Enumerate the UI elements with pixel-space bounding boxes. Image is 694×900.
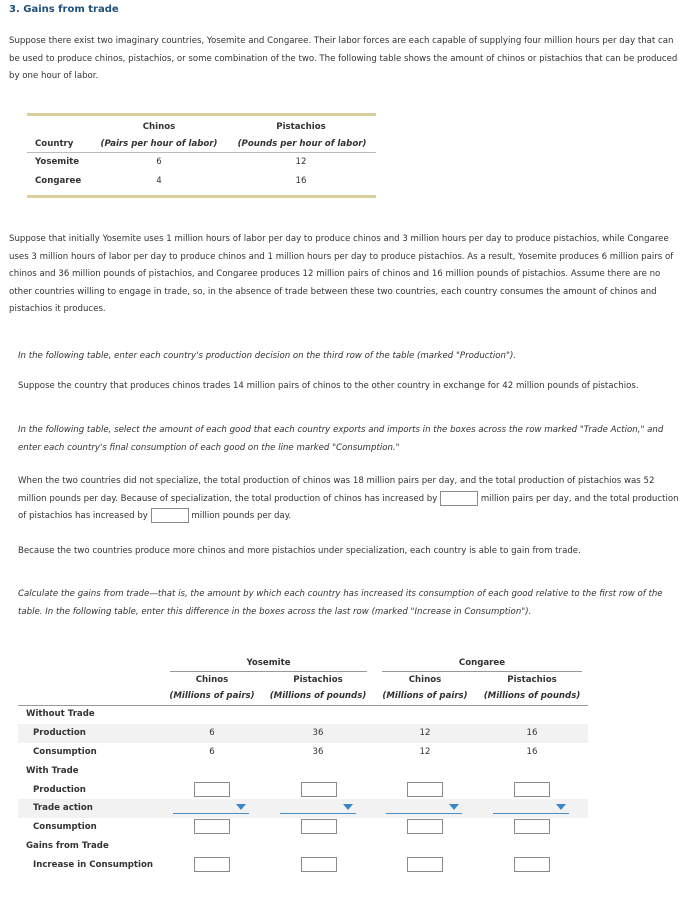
labor-row-yosemite: Yosemite xyxy=(35,157,80,167)
labor-header-rule xyxy=(27,152,376,153)
chevron-down-icon xyxy=(556,804,566,810)
input-cons-con-chinos[interactable] xyxy=(407,819,443,834)
labor-table-top-rule xyxy=(27,113,376,116)
question-title: 3. Gains from trade xyxy=(9,4,119,15)
labor-row-head: Country xyxy=(35,139,74,149)
labor-yosemite-chinos: 6 xyxy=(156,157,162,167)
labor-sub-chinos: (Pairs per hour of labor) xyxy=(100,139,218,149)
head-yos-chinos: Chinos xyxy=(195,675,229,685)
input-prod-yos-pistachios[interactable] xyxy=(301,782,337,797)
select-trade-con-chinos[interactable] xyxy=(386,799,462,814)
prod-con-pistachios: 16 xyxy=(526,728,538,738)
instruction-gains: Calculate the gains from trade—that is, the amount by which each country has increased its consumption of each good relative to the first row of the table. In the following table, enter this difference in the boxes across the last row (marked "Increase in Consumption"). xyxy=(18,589,663,617)
label-consumption-with: Consumption xyxy=(33,822,97,832)
head-con-pistachios: Pistachios xyxy=(507,675,557,685)
labor-col-pistachios: Pistachios xyxy=(276,122,326,132)
label-production-without: Production xyxy=(33,728,86,738)
input-prod-yos-chinos[interactable] xyxy=(194,782,230,797)
input-prod-con-pistachios[interactable] xyxy=(514,782,550,797)
label-increase: Increase in Consumption xyxy=(33,860,154,870)
specialization-text-a: When the two countries did not specialize, the total production of chinos was 18 million pairs per day, and the total production of pistachios was 52 million pounds per day. Because of specialization, the total production of chinos has increased by xyxy=(18,476,655,504)
input-inc-yos-chinos[interactable] xyxy=(194,857,230,872)
input-cons-con-pistachios[interactable] xyxy=(514,819,550,834)
input-cons-yos-chinos[interactable] xyxy=(194,819,230,834)
instruction-trade-action: In the following table, select the amount of each good that each country exports and imports in the boxes across the row marked "Trade Action," and enter each country's final consumption of each good on the line marked "Consumption." xyxy=(18,425,664,453)
gain-paragraph: Because the two countries produce more chinos and more pistachios under specialization, each country is able to gain from trade. xyxy=(18,546,581,556)
cons-yos-chinos: 6 xyxy=(209,747,215,757)
cons-con-chinos: 12 xyxy=(419,747,431,757)
intro-paragraph: Suppose there exist two imaginary countries, Yosemite and Congaree. Their labor forces are each capable of supplying four million hours per day that can be used to produce chinos, pistachios, or some combination of the two. The following table shows the amount of chinos or pistachios that can be produced by one hour of labor. xyxy=(9,36,678,82)
input-inc-yos-pistachios[interactable] xyxy=(301,857,337,872)
sub-yos-pistachios: (Millions of pounds) xyxy=(269,691,367,701)
input-inc-con-pistachios[interactable] xyxy=(514,857,550,872)
sub-con-chinos: (Millions of pairs) xyxy=(382,691,468,701)
trade-terms-paragraph: Suppose the country that produces chinos trades 14 million pairs of chinos to the other country in exchange for 42 million pounds of pistachios. xyxy=(18,381,639,391)
labor-congaree-pistachios: 16 xyxy=(295,176,307,186)
section-without-trade: Without Trade xyxy=(26,709,95,719)
specialization-paragraph xyxy=(18,473,682,526)
chevron-down-icon xyxy=(449,804,459,810)
labor-table-bottom-rule xyxy=(27,195,376,198)
instruction-production: In the following table, enter each country's production decision on the third row of the table (marked "Production"). xyxy=(18,351,517,361)
select-trade-yos-chinos[interactable] xyxy=(173,799,249,814)
scenario-paragraph: Suppose that initially Yosemite uses 1 million hours of labor per day to produce chinos and 3 million hours per day to produce pistachios, while Congaree uses 3 million hours of labor per day to produce chinos and 1 million hours per day to produce pistachios. As a result, Yosemite produces 6 million pairs of chinos and 36 million pounds of pistachios, and Congaree produces 12 million pairs of chinos and 16 million pounds of pistachios. Assume there are no other countries willing to engage in trade, so, in the absence of trade between these two countries, each country consumes the amount of chinos and pistachios it produces. xyxy=(9,234,674,315)
cons-con-pistachios: 16 xyxy=(526,747,538,757)
prod-con-chinos: 12 xyxy=(419,728,431,738)
input-prod-con-chinos[interactable] xyxy=(407,782,443,797)
chevron-down-icon xyxy=(343,804,353,810)
input-inc-con-chinos[interactable] xyxy=(407,857,443,872)
head-con-chinos: Chinos xyxy=(408,675,442,685)
congaree-group-rule xyxy=(382,671,582,672)
yosemite-group-rule xyxy=(170,671,367,672)
prod-yos-chinos: 6 xyxy=(209,728,215,738)
input-cons-yos-pistachios[interactable] xyxy=(301,819,337,834)
chinos-increase-input[interactable] xyxy=(440,491,478,506)
labor-yosemite-pistachios: 12 xyxy=(295,157,307,167)
label-production-with: Production xyxy=(33,785,86,795)
table-header-rule xyxy=(18,705,588,706)
head-congaree: Congaree xyxy=(458,658,506,668)
label-trade-action: Trade action xyxy=(33,803,93,813)
labor-table xyxy=(27,113,376,186)
section-gains: Gains from Trade xyxy=(26,841,109,851)
prod-yos-pistachios: 36 xyxy=(312,728,324,738)
pistachios-increase-input[interactable] xyxy=(151,508,189,523)
labor-congaree-chinos: 4 xyxy=(156,176,162,186)
labor-col-chinos: Chinos xyxy=(142,122,176,132)
select-trade-yos-pistachios[interactable] xyxy=(280,799,356,814)
sub-yos-chinos: (Millions of pairs) xyxy=(169,691,255,701)
chevron-down-icon xyxy=(236,804,246,810)
section-with-trade: With Trade xyxy=(26,766,79,776)
cons-yos-pistachios: 36 xyxy=(312,747,324,757)
label-consumption-without: Consumption xyxy=(33,747,97,757)
head-yosemite: Yosemite xyxy=(246,658,291,668)
select-trade-con-pistachios[interactable] xyxy=(493,799,569,814)
sub-con-pistachios: (Millions of pounds) xyxy=(483,691,581,701)
specialization-text-c: million pounds per day. xyxy=(191,511,292,522)
head-yos-pistachios: Pistachios xyxy=(293,675,343,685)
labor-row-congaree: Congaree xyxy=(35,176,82,186)
specialization-text-b: million pairs per day, and the total production of pistachios has increased by xyxy=(18,493,679,522)
labor-sub-pistachios: (Pounds per hour of labor) xyxy=(237,139,367,149)
